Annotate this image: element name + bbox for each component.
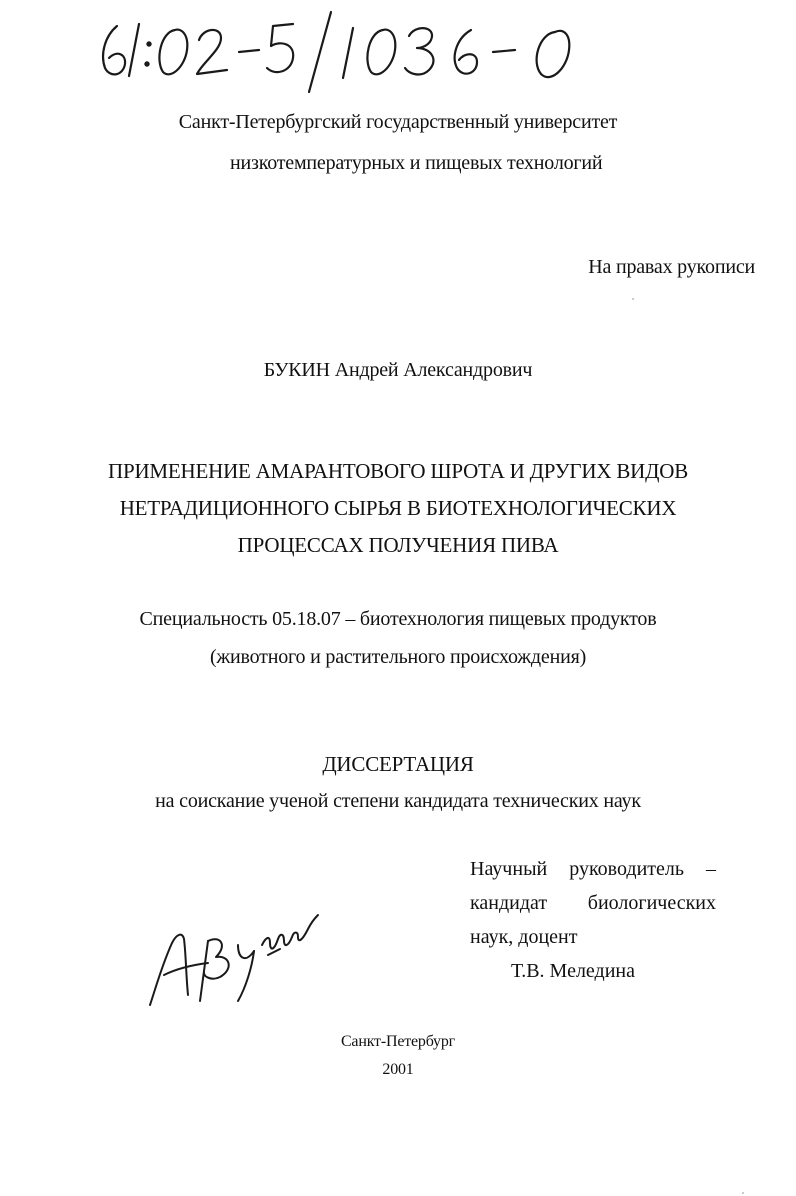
advisor-title-line2: наук, доцент [470, 926, 578, 948]
year: 2001 [382, 1061, 414, 1078]
scan-speck [632, 298, 634, 300]
advisor-title-word2: биологических [587, 892, 716, 914]
advisor-role-row [470, 852, 716, 886]
specialty-line1: Специальность 05.18.07 – биотехнология пищевых продуктов [139, 608, 657, 630]
university-name-line1: Санкт-Петербургский государственный университет [178, 111, 618, 133]
city: Санкт-Петербург [340, 1033, 456, 1050]
handwritten-archive-code [95, 6, 575, 96]
scientific-advisor-block [470, 852, 716, 988]
specialty-line2: (животного и растительного происхождения) [209, 646, 587, 668]
advisor-name: Т.В. Меледина [511, 960, 636, 982]
document-type: ДИССЕРТАЦИЯ [322, 752, 474, 776]
university-name-line2: низкотемпературных и пищевых технологий [230, 152, 603, 174]
advisor-role-dash: – [705, 858, 716, 880]
advisor-title-row [470, 886, 716, 920]
advisor-role-word1: Научный [470, 858, 548, 880]
author-signature [142, 905, 320, 1015]
advisor-role-word2: руководитель [569, 858, 684, 880]
advisor-title-word1: кандидат [470, 892, 548, 914]
scan-speck [742, 1192, 744, 1194]
dissertation-title-line3: ПРОЦЕССАХ ПОЛУЧЕНИЯ ПИВА [237, 533, 559, 557]
dissertation-title-line2: НЕТРАДИЦИОННОГО СЫРЬЯ В БИОТЕХНОЛОГИЧЕСКИХ [119, 496, 677, 520]
dissertation-title-line1: ПРИМЕНЕНИЕ АМАРАНТОВОГО ШРОТА И ДРУГИХ ВИДОВ [108, 459, 688, 483]
manuscript-rights-note: На правах рукописи [588, 256, 755, 278]
author-name: БУКИН Андрей Александрович [263, 359, 533, 381]
degree-line: на соискание ученой степени кандидата технических наук [155, 790, 641, 812]
